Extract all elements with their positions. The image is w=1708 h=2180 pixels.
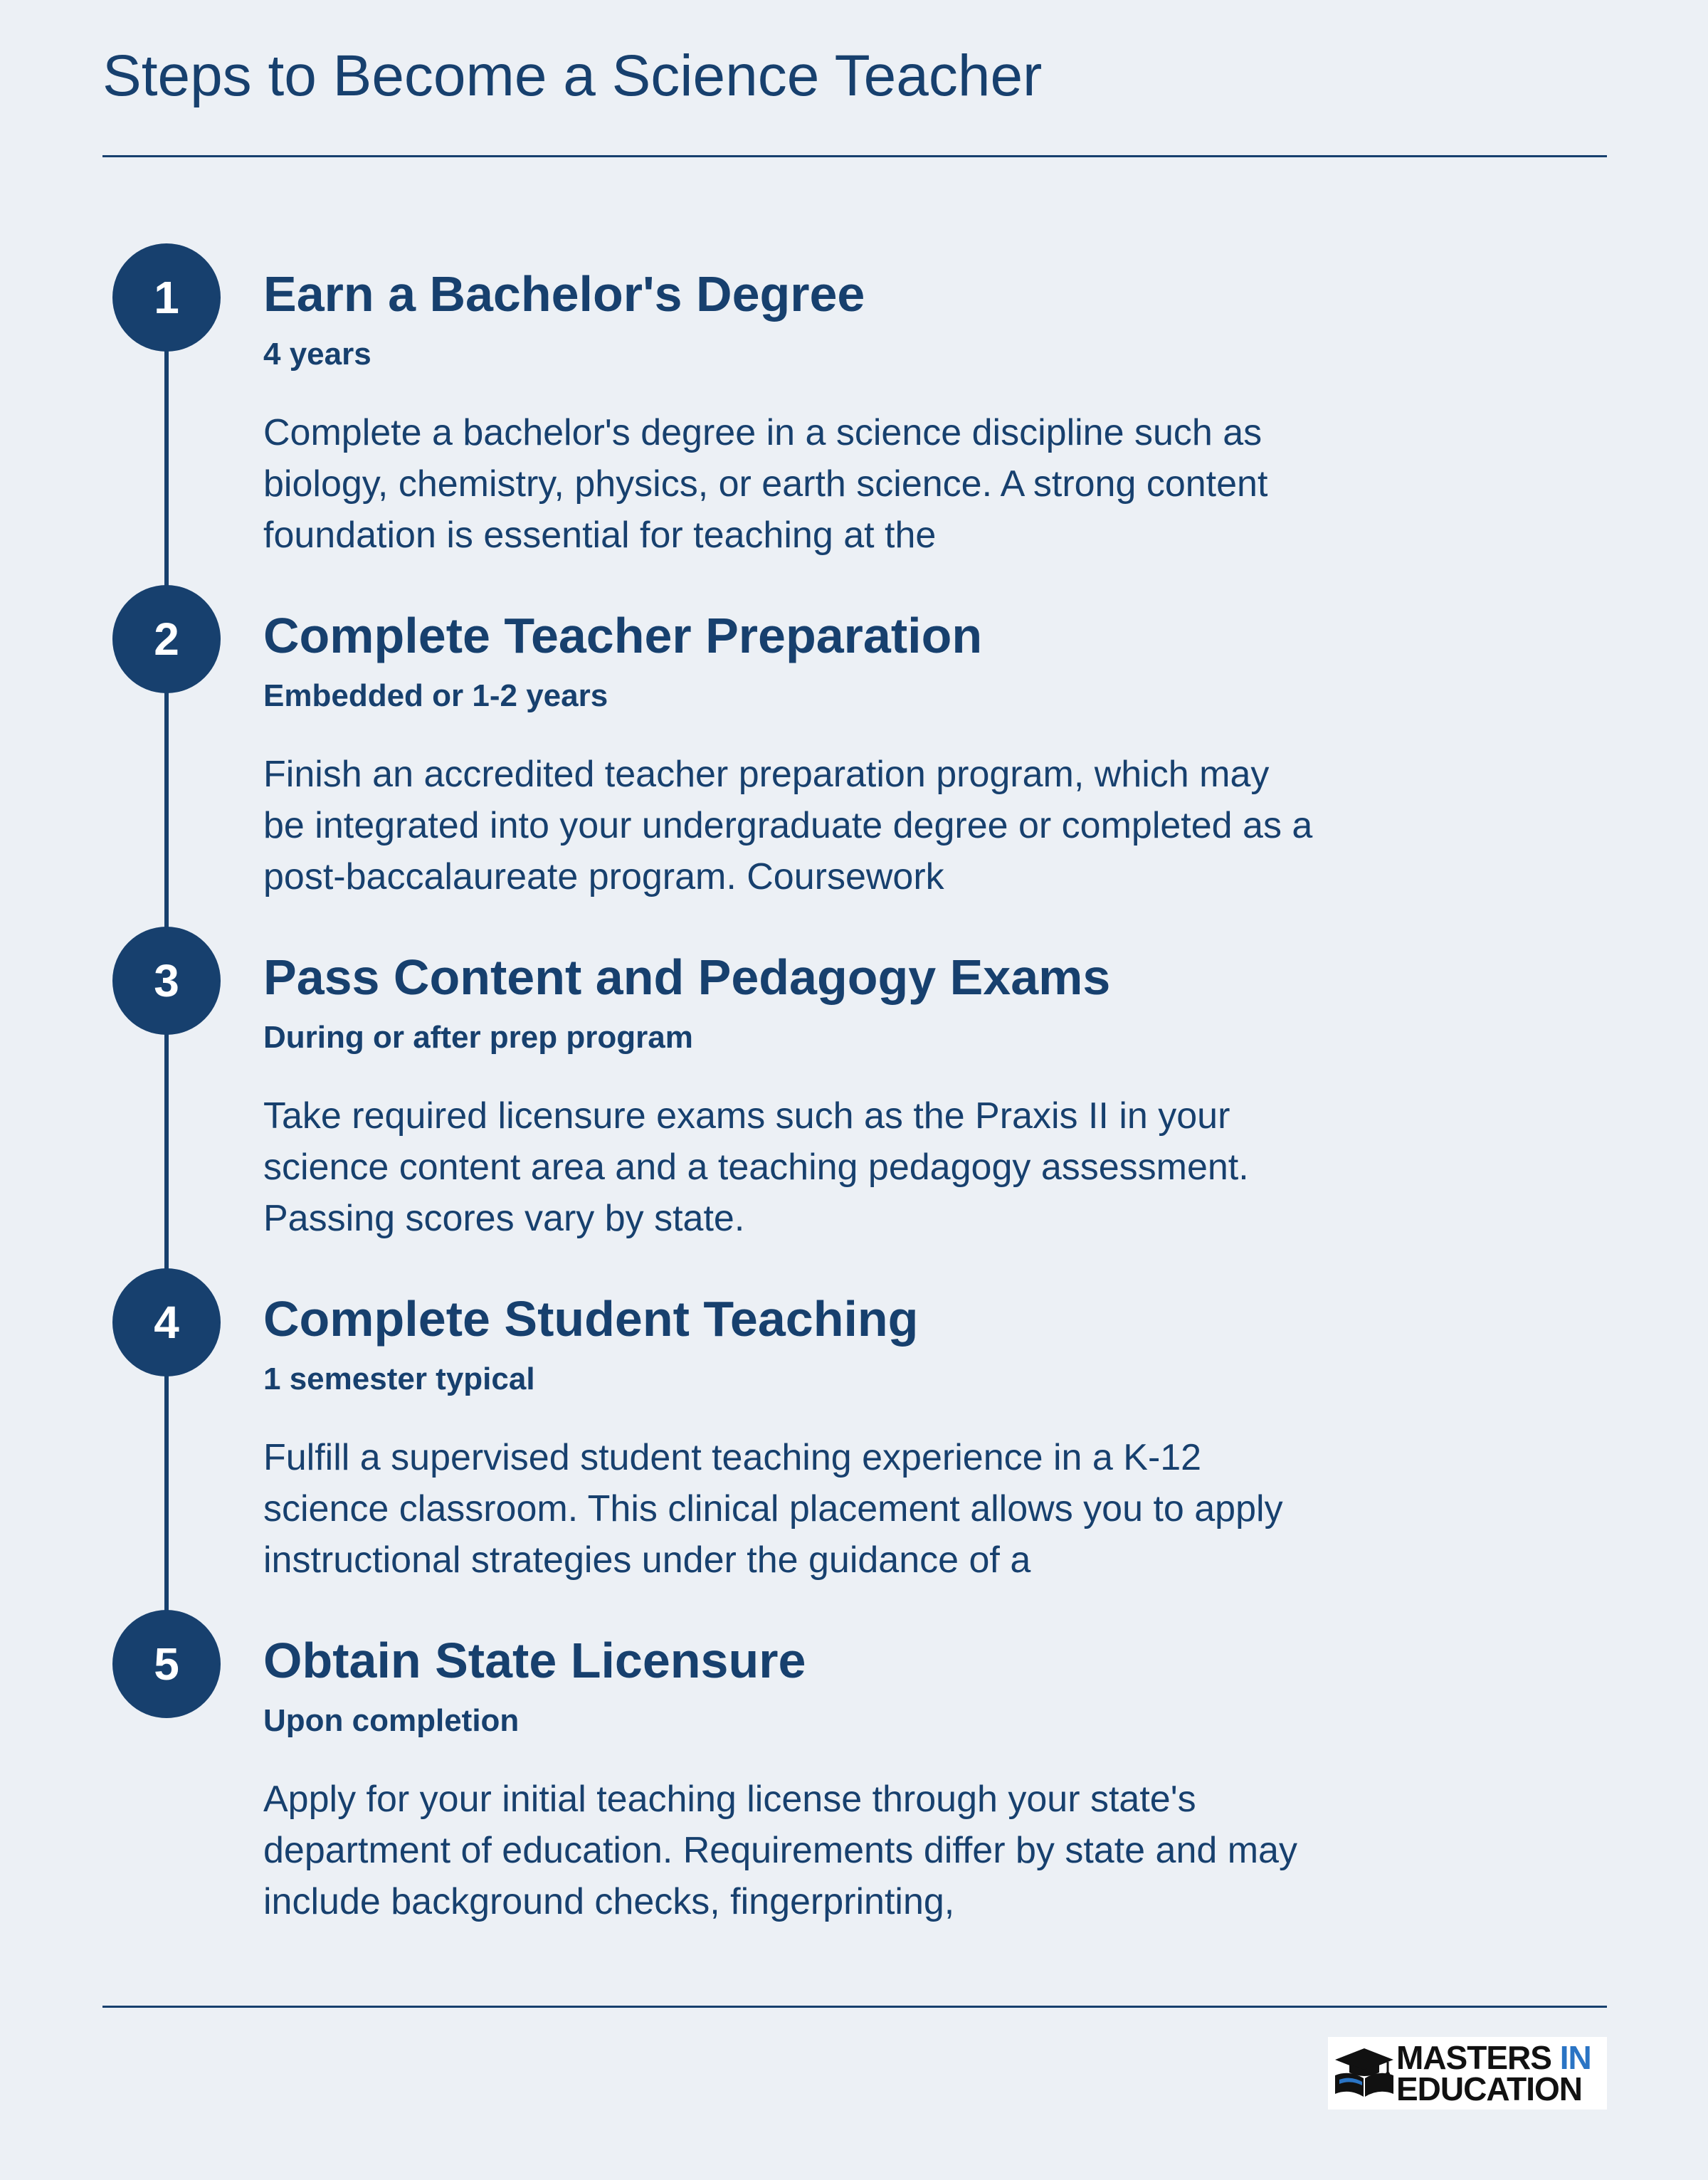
step-3	[0, 927, 1708, 1239]
step-5	[0, 1610, 1708, 1922]
step-title: Pass Content and Pedagogy Exams	[263, 949, 1111, 1005]
step-title: Obtain State Licensure	[263, 1633, 806, 1688]
step-number-badge: 5	[112, 1610, 221, 1718]
step-1	[0, 243, 1708, 556]
step-description: Take required licensure exams such as the Praxis II in your science content area and a teaching pedagogy assessment. Passing scores vary by state.	[263, 1095, 1249, 1239]
step-description: Complete a bachelor's degree in a science discipline such as biology, chemistry, physics, or earth science. A strong content foundation is essential for teaching at the	[263, 412, 1268, 556]
step-2	[0, 585, 1708, 897]
step-title: Earn a Bachelor's Degree	[263, 266, 865, 322]
step-number-badge: 1	[112, 243, 221, 352]
step-number-badge: 3	[112, 927, 221, 1035]
step-title: Complete Teacher Preparation	[263, 608, 983, 663]
step-number-badge: 2	[112, 585, 221, 693]
graduation-cap-book-icon	[1332, 2044, 1396, 2102]
step-description: Finish an accredited teacher preparation program, which may be integrated into your undergraduate degree or completed as a post-baccalaureate program. Coursework	[263, 754, 1313, 897]
page-title: Steps to Become a Science Teacher	[102, 43, 1043, 108]
step-duration: Embedded or 1-2 years	[263, 678, 608, 713]
step-duration: 1 semester typical	[263, 1362, 535, 1396]
step-duration: Upon completion	[263, 1703, 520, 1738]
step-description: Fulfill a supervised student teaching experience in a K-12 science classroom. This clinical placement allows you to apply instructional strategies under the guidance of a	[263, 1437, 1283, 1581]
masters-in-education-logo	[1328, 2037, 1607, 2110]
logo-wordmark-bottom: EDUCATION	[1396, 2070, 1583, 2107]
step-number-badge: 4	[112, 1268, 221, 1376]
step-title: Complete Student Teaching	[263, 1291, 919, 1347]
footer-divider	[102, 2006, 1607, 2008]
step-4	[0, 1268, 1708, 1581]
step-duration: During or after prep program	[263, 1020, 693, 1055]
header-divider	[102, 155, 1607, 157]
step-description: Apply for your initial teaching license through your state's department of education. Requirements differ by state and may include background checks, fingerprinting,	[263, 1779, 1297, 1922]
step-duration: 4 years	[263, 337, 371, 372]
logo-wordmark-top: MASTERS IN	[1396, 2039, 1591, 2076]
